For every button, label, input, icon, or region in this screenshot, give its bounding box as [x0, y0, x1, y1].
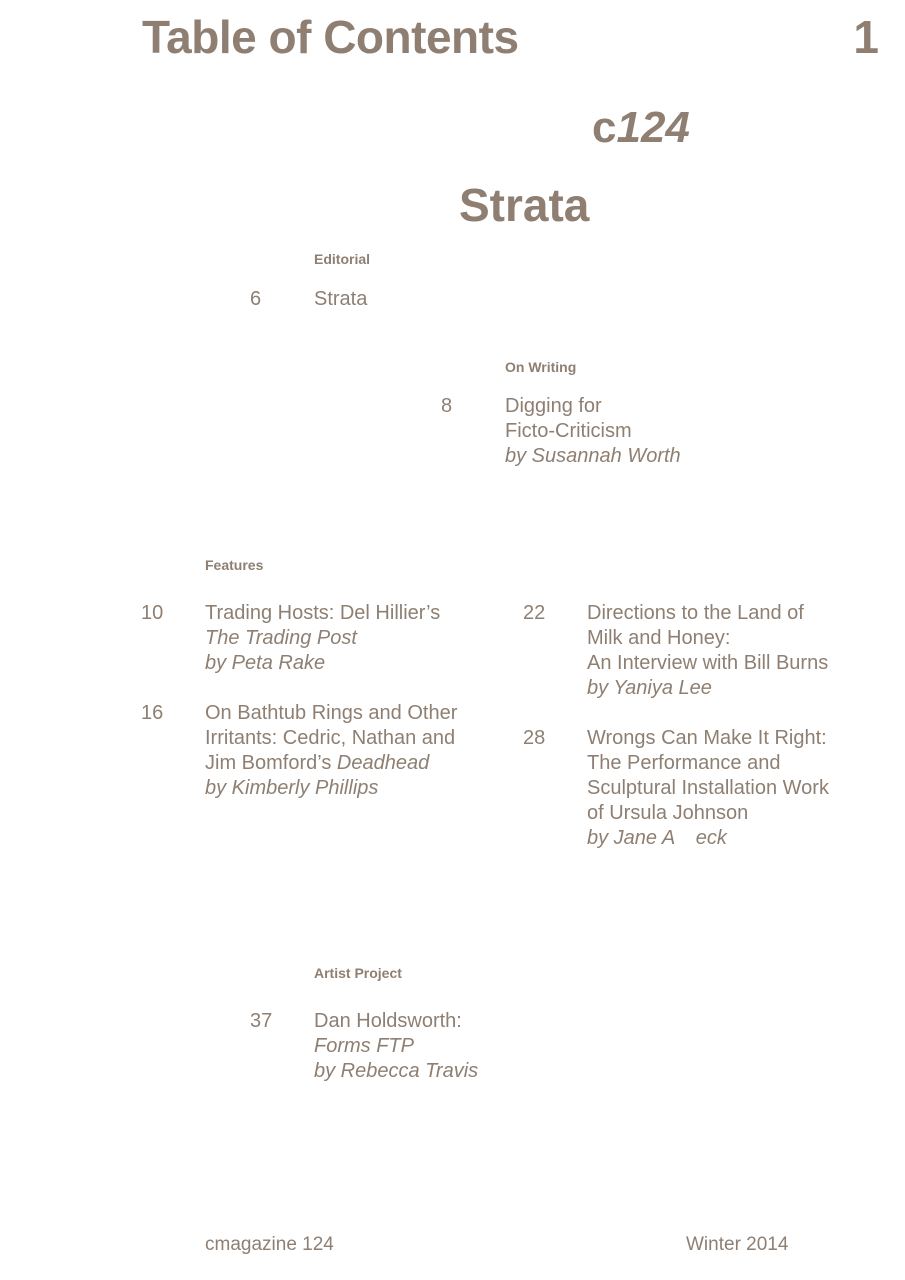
entry-page-number: 37	[250, 1010, 273, 1032]
entry-byline: by Peta Rake	[205, 652, 326, 674]
section-label-features: Features	[205, 557, 264, 573]
entry-title-line: Sculptural Installation Work	[587, 777, 829, 799]
entry-title-line	[205, 751, 457, 776]
entry-byline: by Kimberly Phillips	[205, 777, 379, 799]
toc-entry-directions[interactable]	[587, 601, 828, 701]
entry-title-line: An Interview with Bill Burns	[587, 652, 829, 674]
entry-title-prefix: Jim Bomford’s	[205, 752, 337, 774]
entry-title-line: Directions to the Land of	[587, 602, 804, 624]
toc-entry-trading-hosts[interactable]	[205, 601, 440, 676]
entry-page-number: 10	[141, 602, 164, 624]
issue-prefix: c	[592, 103, 617, 152]
entry-work-title: Forms FTP	[314, 1035, 414, 1057]
entry-page-number: 22	[523, 602, 546, 624]
entry-title-line: Milk and Honey:	[587, 627, 731, 649]
page-title: Table of Contents	[142, 11, 519, 63]
issue-code	[592, 102, 690, 154]
toc-entry-bathtub-rings[interactable]	[205, 701, 457, 801]
entry-title-line: of Ursula Johnson	[587, 802, 749, 824]
entry-title: Strata	[314, 288, 368, 310]
entry-title-line: Ficto-Criticism	[505, 420, 632, 442]
section-label-on-writing: On Writing	[505, 359, 577, 375]
entry-page-number: 6	[250, 288, 262, 310]
footer-publication: cmagazine 124	[205, 1234, 334, 1255]
entry-page-number: 8	[441, 395, 453, 417]
entry-title-line: On Bathtub Rings and Other	[205, 702, 458, 724]
entry-title-line: Wrongs Can Make It Right:	[587, 727, 827, 749]
entry-work-title: Deadhead	[336, 752, 430, 774]
page-number: 1	[853, 11, 879, 63]
entry-title-line: Trading Hosts: Del Hillier’s	[205, 602, 441, 624]
toc-entry-dan-holdsworth[interactable]	[314, 1009, 478, 1084]
entry-title-line: The Performance and	[587, 752, 781, 774]
section-label-artist-project: Artist Project	[314, 965, 402, 981]
entry-byline: by Yaniya Lee	[587, 677, 712, 699]
footer-issue-date: Winter 2014	[686, 1234, 789, 1255]
toc-entry-wrongs-can-make-it-right[interactable]	[587, 726, 829, 851]
toc-entry-editorial[interactable]	[314, 287, 367, 312]
entry-byline: by Susannah Worth	[505, 445, 681, 467]
entry-title-line: Irritants: Cedric, Nathan and	[205, 727, 456, 749]
section-label-editorial: Editorial	[314, 251, 371, 267]
entry-page-number: 16	[141, 702, 164, 724]
entry-work-title: The Trading Post	[205, 627, 357, 649]
entry-byline: by Jane A  eck	[587, 827, 727, 849]
entry-page-number: 28	[523, 727, 546, 749]
toc-entry-on-writing[interactable]	[505, 394, 681, 469]
issue-number: 124	[616, 103, 690, 152]
issue-theme: Strata	[459, 179, 590, 231]
entry-byline: by Rebecca Travis	[314, 1060, 479, 1082]
entry-title-line: Dan Holdsworth:	[314, 1010, 462, 1032]
entry-title-line: Digging for	[505, 395, 602, 417]
